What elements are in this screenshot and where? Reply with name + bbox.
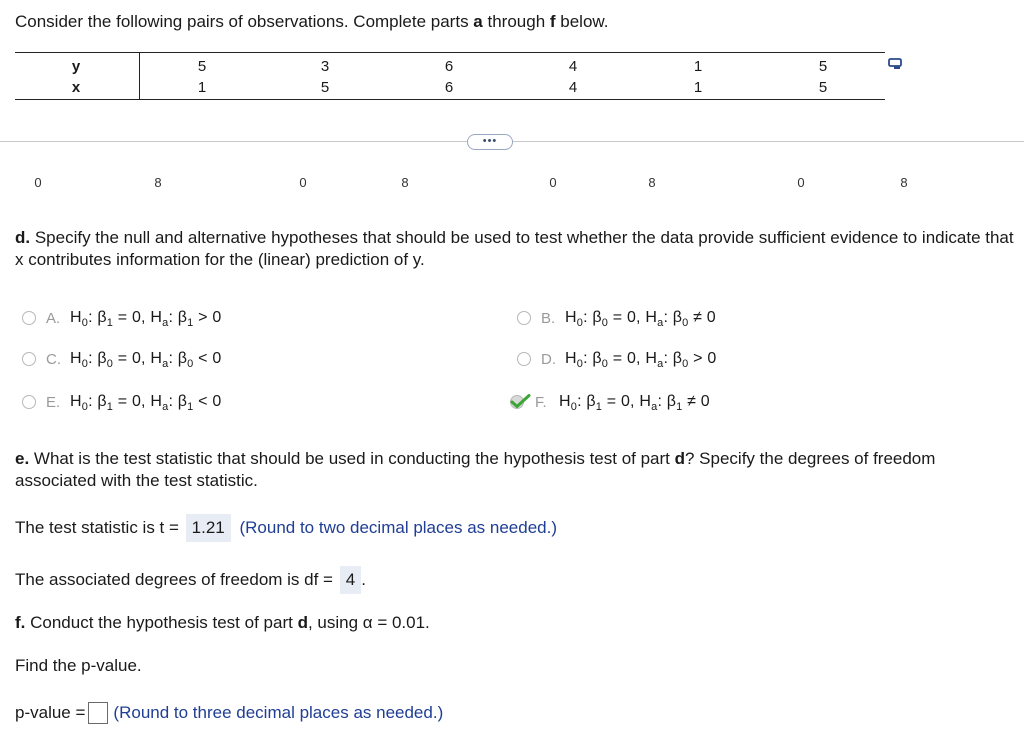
question-intro — [15, 11, 608, 33]
ha-relation: < 0 — [193, 350, 222, 367]
option-letter: F. — [535, 393, 547, 411]
ha-subscript: 0 — [682, 358, 689, 370]
h0-subscript: 1 — [106, 317, 114, 329]
table-header-y: y — [71, 58, 81, 75]
table-cell-y: 1 — [693, 58, 703, 75]
part-e-question — [15, 448, 1005, 492]
rounding-hint: (Round to two decimal places as needed.) — [239, 518, 557, 537]
h0-value: = 0, — [608, 350, 646, 367]
degrees-of-freedom-line — [15, 566, 366, 594]
table-top-border — [15, 52, 885, 53]
h0-symbol: β — [97, 350, 107, 367]
radio-button[interactable] — [22, 395, 36, 409]
part-d-text: Specify the null and alternative hypotheses that should be used to test whether the data provide sufficient evidence to indicate that x contributes information for the (linear) prediction of y. — [15, 228, 1014, 269]
option-letter: B. — [541, 309, 556, 327]
table-cell-y: 3 — [320, 58, 330, 75]
tick-label: 0 — [34, 175, 42, 190]
h0-subscript: 1 — [595, 401, 603, 413]
ha-symbol: β — [672, 350, 683, 367]
option-letter: D. — [541, 350, 556, 368]
part-e-text: What is the test statistic that should be used in conducting the hypothesis test of part — [29, 449, 675, 468]
option-text: $H_0$: $\beta_0 = 0$, $H_a$: $\beta_0 < 0$ — [70, 350, 222, 370]
part-f-question — [15, 612, 430, 634]
df-period: . — [361, 570, 366, 589]
table-bottom-border — [15, 99, 885, 100]
radio-button[interactable] — [517, 352, 531, 366]
copy-data-icon[interactable] — [888, 58, 902, 70]
ha-symbol: β — [672, 309, 683, 326]
part-e-text-end: ? Specify the degrees of freedom associated with the test statistic. — [15, 449, 936, 490]
ha-symbol: β — [177, 393, 188, 410]
option-text: $H_0$: $\beta_1 = 0$, $H_a$: $\beta_1 < 0$ — [70, 393, 222, 413]
radio-button[interactable] — [22, 311, 36, 325]
ha-symbol: β — [666, 393, 677, 410]
option-f[interactable] — [517, 390, 710, 414]
option-letter: E. — [46, 393, 61, 411]
table-cell-x: 4 — [568, 79, 578, 96]
ha-relation: < 0 — [193, 393, 222, 410]
h0-value: = 0, — [608, 309, 646, 326]
tick-label: 8 — [900, 175, 908, 190]
tick-label: 8 — [154, 175, 162, 190]
df-label: The associated degrees of freedom is df = — [15, 570, 338, 589]
test-statistic-label: The test statistic is t = — [15, 518, 184, 537]
table-cell-y: 5 — [818, 58, 828, 75]
part-e-label: e. — [15, 449, 30, 468]
h0-subscript: 0 — [106, 358, 114, 370]
radio-button[interactable] — [517, 311, 531, 325]
ha-symbol: β — [177, 309, 188, 326]
option-text: $H_0$: $\beta_1 = 0$, $H_a$: $\beta_1 \ne 0$ — [559, 393, 710, 413]
tick-label: 8 — [648, 175, 656, 190]
intro-text-mid: through — [482, 12, 550, 31]
table-cell-x: 5 — [818, 79, 828, 96]
table-cell-x: 1 — [197, 79, 207, 96]
h0-value: = 0, — [113, 350, 151, 367]
part-f-text-end: , using α = 0.01. — [307, 613, 430, 632]
option-text: $H_0$: $\beta_0 = 0$, $H_a$: $\beta_0 > 0$ — [565, 350, 717, 370]
option-a[interactable] — [22, 306, 221, 330]
part-f-text: Conduct the hypothesis test of part — [25, 613, 298, 632]
table-cell-x: 5 — [320, 79, 330, 96]
option-d[interactable] — [517, 347, 716, 371]
table-header-divider — [139, 52, 140, 99]
pvalue-input[interactable] — [88, 702, 108, 724]
option-c[interactable] — [22, 347, 221, 371]
h0-value: = 0, — [113, 309, 151, 326]
h0-subscript: 0 — [601, 317, 609, 329]
table-cell-x: 1 — [693, 79, 703, 96]
ha-subscript: 1 — [676, 401, 683, 413]
expand-more-button[interactable]: ••• — [467, 134, 513, 150]
h0-symbol: β — [592, 309, 602, 326]
table-cell-y: 6 — [444, 58, 454, 75]
rounding-hint: (Round to three decimal places as needed.) — [113, 703, 444, 722]
part-ref: d — [297, 613, 308, 632]
h0-symbol: β — [97, 309, 107, 326]
part-ref: d — [674, 449, 685, 468]
ha-subscript: 0 — [187, 358, 194, 370]
part-d-label: d. — [15, 228, 31, 247]
ha-relation: ≠ 0 — [688, 309, 716, 326]
ha-subscript: 0 — [682, 317, 689, 329]
option-text: $H_0$: $\beta_0 = 0$, $H_a$: $\beta_0 \ne 0$ — [565, 309, 716, 329]
table-header-x: x — [71, 79, 81, 96]
ha-relation: > 0 — [193, 309, 222, 326]
intro-text-end: below. — [555, 12, 609, 31]
test-statistic-answer[interactable]: 1.21 — [186, 514, 231, 542]
h0-subscript: 0 — [601, 358, 609, 370]
radio-button[interactable] — [22, 352, 36, 366]
table-cell-y: 4 — [568, 58, 578, 75]
tick-label: 0 — [797, 175, 805, 190]
h0-symbol: β — [586, 393, 596, 410]
df-answer[interactable]: 4 — [340, 566, 361, 594]
h0-value: = 0, — [113, 393, 151, 410]
h0-value: = 0, — [602, 393, 640, 410]
ha-subscript: 1 — [187, 401, 194, 413]
intro-part-a: a — [473, 12, 483, 31]
part-f-label: f. — [15, 613, 26, 632]
test-statistic-line — [15, 514, 557, 542]
selected-check-icon — [509, 394, 531, 410]
h0-symbol: β — [97, 393, 107, 410]
tick-label: 0 — [299, 175, 307, 190]
table-cell-y: 5 — [197, 58, 207, 75]
pvalue-label: p-value = — [15, 703, 86, 722]
option-e[interactable] — [22, 390, 221, 414]
option-letter: A. — [46, 309, 61, 327]
option-text: $H_0$: $\beta_1 = 0$, $H_a$: $\beta_1 > 0$ — [70, 309, 222, 329]
ha-relation: ≠ 0 — [682, 393, 710, 410]
find-pvalue-text: Find the p-value. — [15, 656, 142, 675]
part-d-question — [15, 227, 1015, 271]
table-cell-x: 6 — [444, 79, 454, 96]
ha-symbol: β — [177, 350, 188, 367]
option-b[interactable] — [517, 306, 716, 330]
h0-symbol: β — [592, 350, 602, 367]
option-letter: C. — [46, 350, 61, 368]
pvalue-line — [15, 702, 443, 724]
intro-text: Consider the following pairs of observations. Complete parts — [15, 12, 474, 31]
ha-subscript: 1 — [187, 317, 194, 329]
h0-subscript: 1 — [106, 401, 114, 413]
tick-label: 8 — [401, 175, 409, 190]
intro-part-f: f — [549, 12, 556, 31]
tick-label: 0 — [549, 175, 557, 190]
ha-relation: > 0 — [688, 350, 717, 367]
